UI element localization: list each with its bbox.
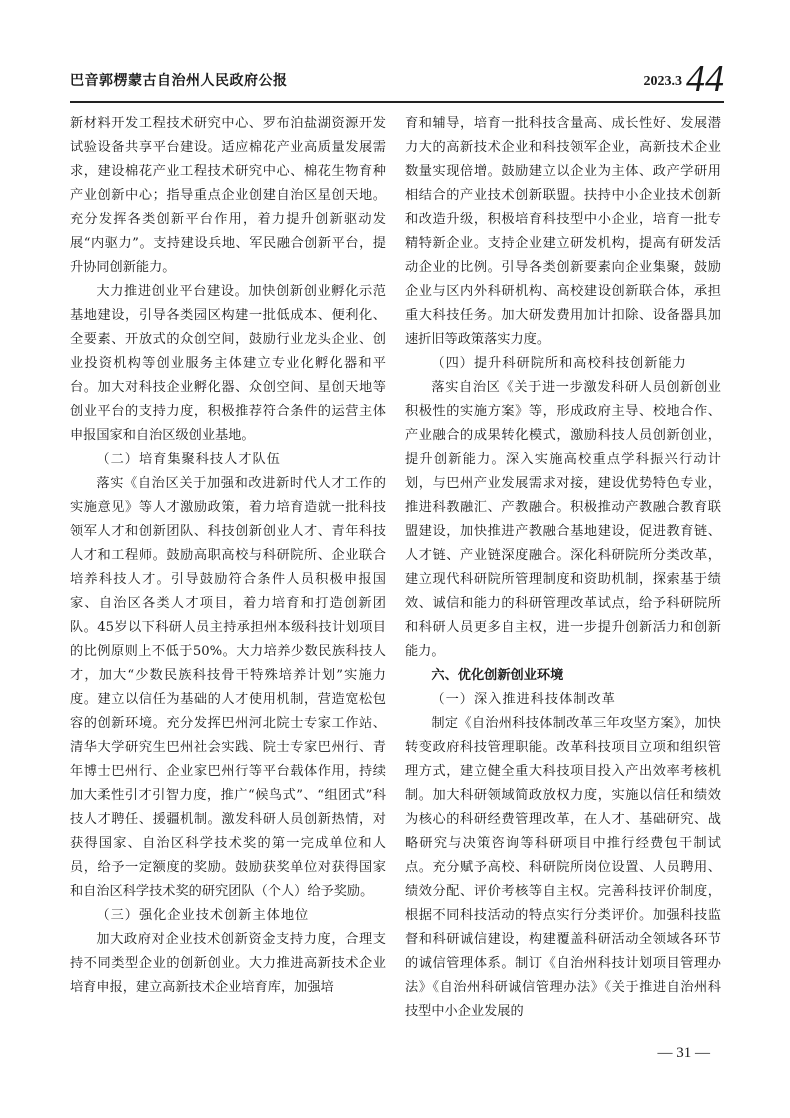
issue-date: 2023.3 bbox=[643, 74, 682, 89]
paragraph: 落实《自治区关于加强和改进新时代人才工作的实施意见》等人才激励政策，着力培育造就一批科技领军人才和创新团队、科技创新创业人才、青年科技人才和工程师。鼓励高职高校与科研院所、企业联合培养科技人才。引导鼓励符合条件人员积极申报国家、自治区各类人才项目，着力培育和打造创新团队。45岁以下科研人员主持承担州本级科技计划项目的比例原则上不低于50%。大力培养少数民族科技人才，加大“少数民族科技骨干特殊培养计划”实施力度。建立以信任为基础的人才使用机制，营造宽松包容的创新环境。充分发挥巴州河北院士专家工作站、清华大学研究生巴州社会实践、院士专家巴州行、青年博士巴州行、企业家巴州行等平台载体作用，持续加大柔性引才引智力度，推广“候鸟式”、“组团式”科技人才聘任、援疆机制。激发科研人员创新热情，对获得国家、自治区科学技术奖的第一完成单位和人员，给予一定额度的奖励。鼓励获奖单位对获得国家和自治区科学技术奖的研究团队（个人）给予奖励。 bbox=[70, 476, 386, 899]
paragraph: 落实自治区《关于进一步激发科研人员创新创业积极性的实施方案》等，形成政府主导、校地合作、产业融合的成果转化模式，激励科技人员创新创业，提升创新能力。深入实施高校重点学科振兴行动计划，与巴州产业发展需求对接，建设优势特色专业，推进科教融汇、产教融合。积极推动产教融合教育联盟建设，加快推进产教融合基地建设，促进教育链、人才链、产业链深度融合。深化科研院所分类改革，建立现代科研院所管理制度和资助机制，探索基于绩效、诚信和能力的科研管理改革试点，给予科研院所和科研人员更多自主权，进一步提升创新活力和创新能力。 bbox=[405, 380, 721, 659]
paragraph: 新材料开发工程技术研究中心、罗布泊盐湖资源开发试验设备共享平台建设。适应棉花产业高质量发展需求，建设棉花产业工程技术研究中心、棉花生物育种产业创新中心；指导重点企业创建自治区星创天地。充分发挥各类创新平台作用，着力提升创新驱动发展“内驱力”。支持建设兵地、军民融合创新平台，提升协同创新能力。 bbox=[70, 116, 386, 275]
chapter-heading: 六、优化创新创业环境 bbox=[431, 668, 564, 683]
publication-title: 巴音郭楞蒙古自治州人民政府公报 bbox=[70, 73, 288, 89]
paragraph: 制定《自治州科技体制改革三年攻坚方案》，加快转变政府科技管理职能。改革科技项目立项和组织管理方式，建立健全重大科技项目投入产出效率考核机制。加大科研领域简政放权力度，实施以信任和绩效为核心的科研经费管理改革，在人才、基础研究、战略研究与决策咨询等科研项目中推行经费包干制试点。充分赋予高校、科研院所岗位设置、人员聘用、绩效分配、评价考核等自主权。完善科技评价制度，根据不同科技活动的特点实行分类评价。加强科技监督和科研诚信建设，构建覆盖科研活动全领域各环节的诚信管理体系。制订《自治州科技计划项目管理办法》《自治州科研诚信管理办法》《关于推进自治州科技型中小企业发展的 bbox=[405, 716, 721, 1019]
left-column bbox=[70, 112, 386, 1000]
section-heading: （二）培育集聚科技人才队伍 bbox=[96, 452, 281, 467]
page-number: — 31 — bbox=[657, 1045, 710, 1061]
paragraph: 大力推进创业平台建设。加快创新创业孵化示范基地建设，引导各类园区构建一批低成本、便利化、全要素、开放式的众创空间，鼓励行业龙头企业、创业投资机构等创业服务主体建立专业化孵化器和平台。加大对科技企业孵化器、众创空间、星创天地等创业平台的支持力度，积极推荐符合条件的运营主体申报国家和自治区级创业基地。 bbox=[70, 284, 386, 443]
section-heading: （三）强化企业技术创新主体地位 bbox=[96, 908, 310, 923]
right-column bbox=[405, 112, 721, 1024]
section-heading: （四）提升科研院所和高校科技创新能力 bbox=[431, 356, 687, 371]
section-heading: （一）深入推进科技体制改革 bbox=[431, 692, 616, 707]
page-header bbox=[70, 58, 724, 98]
paragraph: 加大政府对企业技术创新资金支持力度，合理支持不同类型企业的创新创业。大力推进高新技术企业培育申报，建立高新技术企业培育库，加强培 bbox=[70, 932, 386, 995]
paragraph: 育和辅导，培育一批科技含量高、成长性好、发展潜力大的高新技术企业和科技领军企业，高新技术企业数量实现倍增。鼓励建立以企业为主体、政产学研用相结合的产业技术创新联盟。扶持中小企业技术创新和改造升级，积极培育科技型中小企业，培育一批专精特新企业。支持企业建立研发机构，提高有研发活动企业的比例。引导各类创新要素向企业集聚，鼓励企业与区内外科研机构、高校建设创新联合体，承担重大科技任务。加大研发费用加计扣除、设备器具加速折旧等政策落实力度。 bbox=[405, 116, 721, 347]
header-divider bbox=[70, 101, 724, 103]
issue-number: 44 bbox=[686, 58, 724, 100]
